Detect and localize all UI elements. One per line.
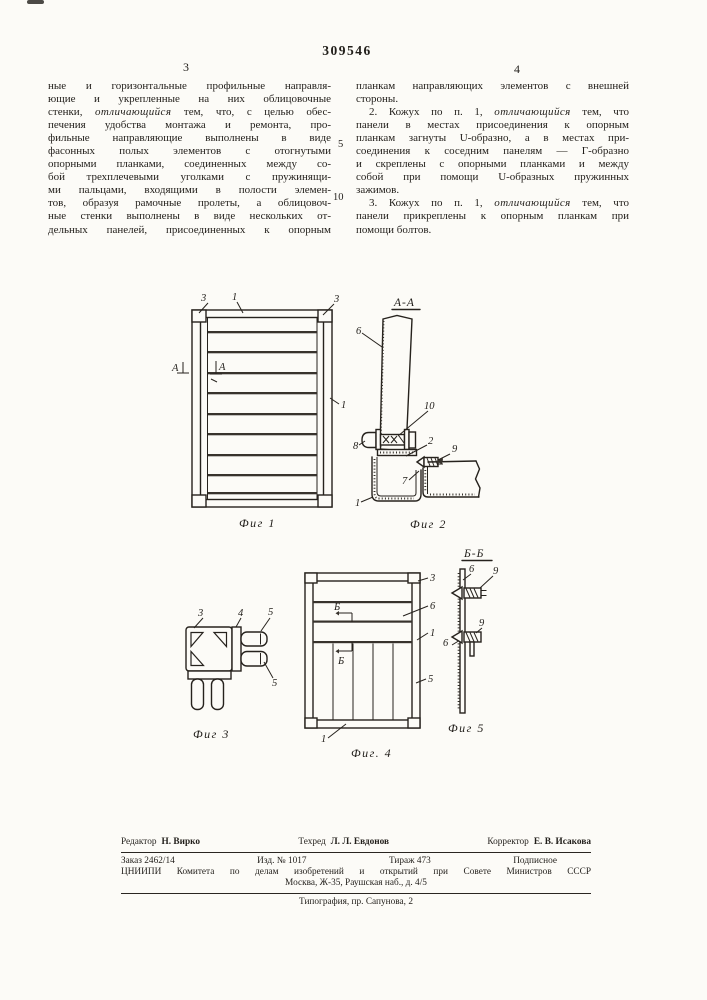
credit-name: Е. В. Исакова — [533, 837, 591, 847]
figure-2 — [353, 297, 480, 531]
text-line: помощи болтов. — [356, 223, 432, 236]
fig1-label-3-top-left: 3 — [201, 293, 207, 304]
fig3-label-body: 3 — [198, 608, 204, 619]
text-line: ные стенки выполнены в виде нескольких от- — [48, 210, 331, 223]
credits-row — [121, 837, 591, 848]
credit-editor — [121, 837, 200, 848]
footer-rule-top — [121, 852, 591, 853]
fig3-label-finger-top: 5 — [268, 607, 274, 618]
fig4-label-panel: 6 — [430, 601, 436, 612]
credit-role: Техред — [298, 837, 326, 847]
column-number-left: 3 — [183, 60, 189, 74]
margin-line-number-5: 5 — [338, 139, 344, 150]
fig5-label-clip-top: 9 — [493, 566, 499, 577]
fig5-label-strip-top: 6 — [469, 564, 475, 575]
text-line: ющие и укрепленные на них облицовочные — [48, 93, 331, 106]
fig4-label-vertical-panel: 5 — [428, 674, 434, 685]
issue-number: Изд. № 1017 — [257, 855, 307, 866]
text-line: панели в местах присоединения к опорным — [356, 119, 629, 132]
footer-rule-bottom — [121, 893, 591, 894]
fig3-label-finger-bottom: 5 — [272, 678, 278, 689]
fig2-label-panel: 6 — [356, 326, 362, 337]
fig4-label-frame: 1 — [430, 628, 436, 639]
text-line: соединения к соседним панелям — Г-образно — [356, 145, 629, 158]
text-line: печения удобства монтажа и ремонта, про- — [48, 119, 331, 132]
order-row — [121, 856, 591, 867]
organization-line: ЦНИИПИ Комитета по делам изобретений и открытий при Совете Министров СССР — [121, 867, 591, 877]
text-line: планкам направляющих элементов с внешней — [356, 80, 629, 92]
text-line: дельных панелей, присоединенных к опорным — [48, 223, 331, 236]
column-number-right: 4 — [514, 62, 520, 76]
imprint-footer — [121, 837, 591, 908]
fig5-section-title: Б-Б — [464, 548, 485, 560]
subscription-note: Подписное — [513, 855, 557, 866]
fig2-section-title: А-А — [394, 297, 415, 309]
credit-role: Корректор — [487, 837, 529, 847]
fig2-label-clip: 9 — [452, 444, 458, 455]
printing-house-line: Типография, пр. Сапунова, 2 — [299, 897, 413, 907]
text-line: 3. Кожух по п. 1, отличающийся тем, что — [369, 197, 629, 210]
text-line: стенки, отличающийся тем, что, с целью обес- — [48, 106, 331, 119]
figure-1 — [171, 292, 346, 530]
text-line: тов, образуя рамочные пролеты, а облицовоч- — [48, 197, 331, 210]
fig2-caption: Фиг 2 — [410, 517, 447, 531]
fig1-section-mark-inner: А — [219, 362, 226, 373]
fig2-label-plate: 2 — [428, 436, 434, 447]
text-line: стороны. — [356, 93, 399, 106]
fig5-label-strip-left: 6 — [443, 638, 449, 649]
fig1-label-1-top: 1 — [232, 292, 238, 303]
text-line: зажимов. — [356, 184, 400, 197]
patent-number: 309546 — [322, 43, 372, 58]
fig1-section-mark-outer: А — [172, 363, 179, 374]
credit-name: Н. Вирко — [161, 837, 201, 847]
fig1-label-1-right: 1 — [341, 400, 347, 411]
text-line: фасонных полых элементов с отогнутыми — [48, 145, 331, 158]
credit-name: Л. Л. Евдонов — [330, 837, 390, 847]
fig2-label-channel: 1 — [355, 498, 361, 509]
text-line: фильные направляющие выполнены в виде — [48, 132, 331, 145]
fig3-label-flange: 4 — [238, 608, 244, 619]
fig3-caption: Фиг 3 — [193, 727, 230, 741]
text-line: планкам загнуты U-образно, а в местах при- — [356, 132, 629, 145]
text-line: бой трехплечевыми уголками с пружинящи- — [48, 171, 331, 184]
fig5-caption: Фиг 5 — [448, 721, 485, 735]
fig4-section-mark-bottom: Б — [338, 656, 345, 667]
text-line: ные и горизонтальные профильные направля- — [48, 80, 331, 92]
fig2-label-bolt: 10 — [424, 401, 435, 412]
text-line: опорными планками, соединенных между со- — [48, 158, 331, 171]
text-line: и скреплены с опорными планками и между — [356, 158, 629, 171]
fig1-caption: Фиг 1 — [239, 516, 276, 530]
fig2-label-head: 8 — [353, 441, 359, 452]
text-line: панели прикреплены к опорным планкам при — [356, 210, 629, 223]
text-line: ми пальцами, входящими в полости элемен- — [48, 184, 331, 197]
fig2-label-step: 7 — [402, 476, 408, 487]
margin-line-number-10: 10 — [333, 192, 344, 203]
circulation: Тираж 473 — [388, 855, 431, 866]
fig4-label-bottom: 1 — [321, 734, 327, 745]
fig1-label-3-top-right: 3 — [334, 294, 340, 305]
credit-techred — [298, 837, 389, 848]
fig4-section-mark-top: Б — [334, 602, 341, 613]
figure-3 — [186, 607, 277, 741]
text-line: 2. Кожух по п. 1, отличающийся тем, что — [369, 106, 629, 119]
figure-4 — [305, 573, 436, 760]
credit-role: Редактор — [121, 837, 157, 847]
figure-5 — [443, 548, 499, 735]
fig5-label-clip-mid: 9 — [479, 618, 485, 629]
fig4-caption: Фиг. 4 — [351, 746, 393, 760]
order-number: Заказ 2462/14 — [121, 855, 175, 866]
fig4-label-corner: 3 — [430, 573, 436, 584]
credit-corrector — [487, 837, 591, 848]
text-line: собой при помощи U-образных пружинных — [356, 171, 629, 184]
address-line: Москва, Ж-35, Раушская наб., д. 4/5 — [285, 878, 427, 888]
